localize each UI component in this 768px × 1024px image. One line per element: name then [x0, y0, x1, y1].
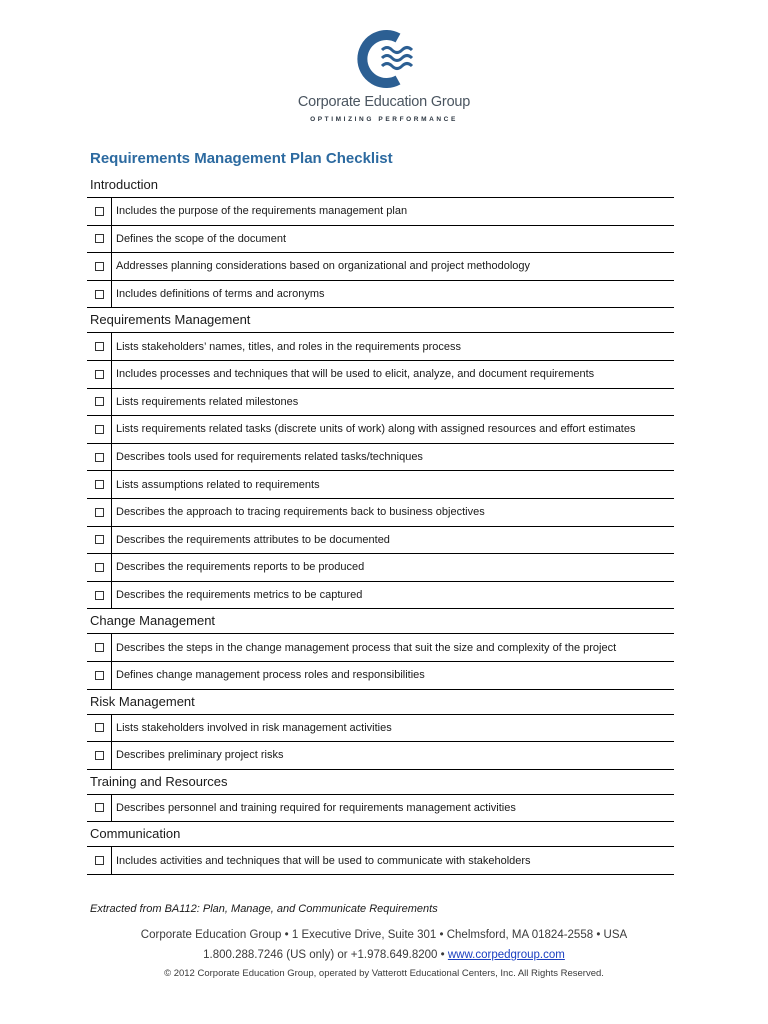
checkbox[interactable] [87, 198, 112, 225]
checkbox[interactable] [87, 742, 112, 769]
section-heading: Communication [87, 822, 674, 847]
checkbox[interactable] [87, 847, 112, 874]
checklist-item-text: Lists requirements related tasks (discrete units of work) along with assigned resources and effort estimates [116, 423, 636, 436]
checklist-row [87, 662, 674, 690]
checkbox-square-icon [95, 563, 104, 572]
checkbox-square-icon [95, 856, 104, 865]
checklist-row [87, 554, 674, 582]
section-heading: Change Management [87, 609, 674, 634]
section-heading: Introduction [87, 173, 674, 198]
checkbox[interactable] [87, 361, 112, 388]
checkbox[interactable] [87, 634, 112, 661]
checkbox-square-icon [95, 425, 104, 434]
checklist-item-text: Includes activities and techniques that will be used to communicate with stakeholders [116, 854, 531, 867]
checklist-row [87, 795, 674, 823]
checkbox-square-icon [95, 370, 104, 379]
checkbox-square-icon [95, 751, 104, 760]
checkbox-square-icon [95, 535, 104, 544]
checklist-row [87, 847, 674, 875]
section-heading: Requirements Management [87, 308, 674, 333]
page-title: Requirements Management Plan Checklist [90, 150, 393, 167]
checklist-item-text: Lists stakeholders involved in risk management activities [116, 721, 392, 734]
checkbox-square-icon [95, 262, 104, 271]
checkbox-square-icon [95, 671, 104, 680]
footer-contact [0, 949, 768, 961]
checklist-item-text: Describes the approach to tracing requirements back to business objectives [116, 506, 485, 519]
checkbox[interactable] [87, 795, 112, 822]
checklist-item-text: Describes the steps in the change management process that suit the size and complexity of the project [116, 641, 617, 654]
logo-tagline: OPTIMIZING PERFORMANCE [310, 116, 458, 123]
checklist-item-text: Defines change management process roles and responsibilities [116, 669, 425, 682]
checklist-row [87, 582, 674, 610]
checkbox-square-icon [95, 723, 104, 732]
checklist-item-text: Describes tools used for requirements related tasks/techniques [116, 451, 423, 464]
checklist-item-text: Describes personnel and training required for requirements management activities [116, 801, 516, 814]
section-heading: Risk Management [87, 690, 674, 715]
checklist-row [87, 389, 674, 417]
checkbox[interactable] [87, 554, 112, 581]
checkbox-square-icon [95, 290, 104, 299]
checklist-item-text: Lists assumptions related to requirements [116, 478, 320, 491]
checklist-item-text: Addresses planning considerations based on organizational and project methodology [116, 260, 530, 273]
checklist-item-text: Describes the requirements attributes to be documented [116, 533, 390, 546]
checklist-item-text: Includes definitions of terms and acronyms [116, 288, 325, 301]
checklist-row [87, 499, 674, 527]
checkbox[interactable] [87, 471, 112, 498]
checkbox-square-icon [95, 234, 104, 243]
checklist-row [87, 634, 674, 662]
checklist-item-text: Includes the purpose of the requirements management plan [116, 205, 408, 218]
checklist-row [87, 253, 674, 281]
checklist-row [87, 527, 674, 555]
company-logo [0, 28, 768, 123]
checklist-row [87, 742, 674, 770]
checkbox[interactable] [87, 253, 112, 280]
checkbox[interactable] [87, 281, 112, 308]
checkbox-square-icon [95, 591, 104, 600]
checklist-row [87, 281, 674, 309]
checkbox[interactable] [87, 527, 112, 554]
checklist-item-text: Describes the requirements reports to be produced [116, 561, 365, 574]
checklist [87, 173, 674, 875]
checklist-item-text: Describes the requirements metrics to be captured [116, 589, 363, 602]
checkbox[interactable] [87, 662, 112, 689]
checkbox-square-icon [95, 207, 104, 216]
checklist-item-text: Defines the scope of the document [116, 232, 286, 245]
checkbox-square-icon [95, 342, 104, 351]
checkbox[interactable] [87, 444, 112, 471]
checkbox-square-icon [95, 480, 104, 489]
checkbox[interactable] [87, 582, 112, 609]
checklist-row [87, 471, 674, 499]
checkbox-square-icon [95, 643, 104, 652]
logo-mark-icon [354, 28, 414, 88]
checkbox-square-icon [95, 453, 104, 462]
checklist-row [87, 444, 674, 472]
checklist-item-text: Includes processes and techniques that will be used to elicit, analyze, and document requirements [116, 368, 595, 381]
checklist-row [87, 198, 674, 226]
footer-address: Corporate Education Group • 1 Executive Drive, Suite 301 • Chelmsford, MA 01824-2558 • USA [140, 929, 628, 941]
checklist-row [87, 361, 674, 389]
logo-company-name: Corporate Education Group [297, 94, 471, 110]
footer-phone: 1.800.288.7246 (US only) or +1.978.649.8200 • [203, 949, 448, 961]
footer-website-link[interactable]: www.corpedgroup.com [447, 949, 565, 961]
checkbox[interactable] [87, 499, 112, 526]
checkbox[interactable] [87, 715, 112, 742]
checklist-row [87, 715, 674, 743]
checklist-item-text: Lists stakeholders’ names, titles, and roles in the requirements process [116, 340, 462, 353]
extract-note: Extracted from BA112: Plan, Manage, and Communicate Requirements [90, 903, 438, 915]
checkbox-square-icon [95, 508, 104, 517]
checkbox-square-icon [95, 397, 104, 406]
checkbox[interactable] [87, 389, 112, 416]
checkbox[interactable] [87, 333, 112, 360]
checklist-item-text: Describes preliminary project risks [116, 749, 284, 762]
checkbox[interactable] [87, 416, 112, 443]
checkbox[interactable] [87, 226, 112, 253]
checklist-row [87, 226, 674, 254]
checklist-item-text: Lists requirements related milestones [116, 395, 299, 408]
checkbox-square-icon [95, 803, 104, 812]
footer-copyright: © 2012 Corporate Education Group, operated by Vatterott Educational Centers, Inc. All Rights Reserved. [164, 968, 604, 979]
section-heading: Training and Resources [87, 770, 674, 795]
checklist-row [87, 333, 674, 361]
checklist-row [87, 416, 674, 444]
